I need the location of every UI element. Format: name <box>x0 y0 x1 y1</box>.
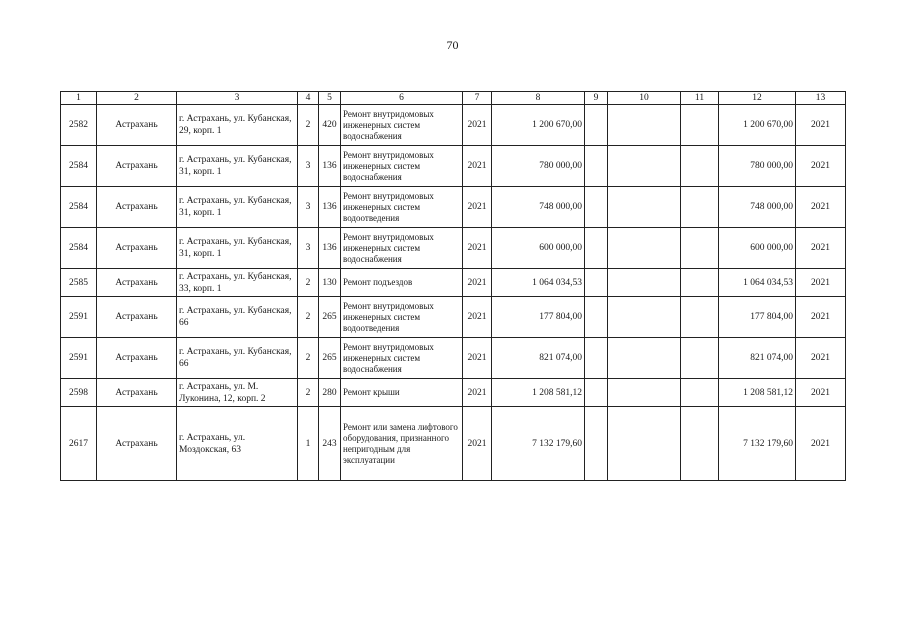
city-cell: Астрахань <box>97 187 177 228</box>
table-row <box>61 187 846 228</box>
work-type-cell: Ремонт внутридомовых инженерных систем водоотведения <box>341 297 463 338</box>
city-cell: Астрахань <box>97 407 177 481</box>
address-cell: г. Астрахань, ул. Кубанская, 29, корп. 1 <box>177 105 298 146</box>
table-row <box>61 228 846 269</box>
row-number: 2584 <box>61 146 97 187</box>
cost-cell: 1 208 581,12 <box>492 379 585 407</box>
year-cell: 2021 <box>463 146 492 187</box>
col4-cell: 3 <box>298 146 319 187</box>
year-cell: 2021 <box>463 379 492 407</box>
city-cell: Астрахань <box>97 228 177 269</box>
cost-cell: 1 200 670,00 <box>492 105 585 146</box>
cost-cell: 1 064 034,53 <box>492 269 585 297</box>
col10-cell <box>608 379 681 407</box>
col13-cell: 2021 <box>796 146 846 187</box>
address-cell: г. Астрахань, ул. Кубанская, 33, корп. 1 <box>177 269 298 297</box>
col11-cell <box>681 269 719 297</box>
total-cell: 1 064 034,53 <box>719 269 796 297</box>
address-cell: г. Астрахань, ул. Кубанская, 31, корп. 1 <box>177 187 298 228</box>
city-cell: Астрахань <box>97 297 177 338</box>
col5-cell: 243 <box>319 407 341 481</box>
col5-cell: 130 <box>319 269 341 297</box>
column-header-6: 6 <box>341 92 463 105</box>
col4-cell: 2 <box>298 269 319 297</box>
col13-cell: 2021 <box>796 297 846 338</box>
col5-cell: 420 <box>319 105 341 146</box>
column-header-7: 7 <box>463 92 492 105</box>
col13-cell: 2021 <box>796 187 846 228</box>
city-cell: Астрахань <box>97 338 177 379</box>
col10-cell <box>608 297 681 338</box>
column-header-8: 8 <box>492 92 585 105</box>
col11-cell <box>681 407 719 481</box>
column-header-11: 11 <box>681 92 719 105</box>
col5-cell: 265 <box>319 297 341 338</box>
col10-cell <box>608 338 681 379</box>
table-row <box>61 407 846 481</box>
col5-cell: 280 <box>319 379 341 407</box>
address-cell: г. Астрахань, ул. Кубанская, 66 <box>177 338 298 379</box>
table-row <box>61 297 846 338</box>
column-header-13: 13 <box>796 92 846 105</box>
col10-cell <box>608 228 681 269</box>
col11-cell <box>681 146 719 187</box>
col9-cell <box>585 269 608 297</box>
address-cell: г. Астрахань, ул. Кубанская, 66 <box>177 297 298 338</box>
work-type-cell: Ремонт внутридомовых инженерных систем водоснабжения <box>341 146 463 187</box>
work-type-cell: Ремонт внутридомовых инженерных систем водоснабжения <box>341 338 463 379</box>
col13-cell: 2021 <box>796 338 846 379</box>
year-cell: 2021 <box>463 407 492 481</box>
col11-cell <box>681 105 719 146</box>
row-number: 2591 <box>61 338 97 379</box>
col9-cell <box>585 146 608 187</box>
col5-cell: 136 <box>319 146 341 187</box>
row-number: 2584 <box>61 187 97 228</box>
total-cell: 821 074,00 <box>719 338 796 379</box>
col10-cell <box>608 269 681 297</box>
total-cell: 780 000,00 <box>719 146 796 187</box>
col9-cell <box>585 187 608 228</box>
col9-cell <box>585 228 608 269</box>
total-cell: 600 000,00 <box>719 228 796 269</box>
table-row <box>61 379 846 407</box>
row-number: 2585 <box>61 269 97 297</box>
cost-cell: 780 000,00 <box>492 146 585 187</box>
row-number: 2617 <box>61 407 97 481</box>
table-row <box>61 269 846 297</box>
city-cell: Астрахань <box>97 146 177 187</box>
city-cell: Астрахань <box>97 105 177 146</box>
row-number: 2584 <box>61 228 97 269</box>
col10-cell <box>608 105 681 146</box>
col4-cell: 3 <box>298 187 319 228</box>
col4-cell: 3 <box>298 228 319 269</box>
col10-cell <box>608 146 681 187</box>
col4-cell: 2 <box>298 338 319 379</box>
page-number: 70 <box>446 38 459 52</box>
total-cell: 748 000,00 <box>719 187 796 228</box>
total-cell: 7 132 179,60 <box>719 407 796 481</box>
col13-cell: 2021 <box>796 269 846 297</box>
year-cell: 2021 <box>463 269 492 297</box>
total-cell: 177 804,00 <box>719 297 796 338</box>
col11-cell <box>681 228 719 269</box>
address-cell: г. Астрахань, ул. М. Луконина, 12, корп. 2 <box>177 379 298 407</box>
work-type-cell: Ремонт или замена лифтового оборудования, признанного непригодным для эксплуатации <box>341 407 463 481</box>
column-header-5: 5 <box>319 92 341 105</box>
cost-cell: 600 000,00 <box>492 228 585 269</box>
work-type-cell: Ремонт подъездов <box>341 269 463 297</box>
table-body <box>61 105 846 481</box>
register-table <box>60 91 846 481</box>
work-type-cell: Ремонт внутридомовых инженерных систем водоснабжения <box>341 105 463 146</box>
cost-cell: 7 132 179,60 <box>492 407 585 481</box>
work-type-cell: Ремонт крыши <box>341 379 463 407</box>
col5-cell: 265 <box>319 338 341 379</box>
address-cell: г. Астрахань, ул. Моздокская, 63 <box>177 407 298 481</box>
column-header-4: 4 <box>298 92 319 105</box>
row-number: 2598 <box>61 379 97 407</box>
col13-cell: 2021 <box>796 379 846 407</box>
col13-cell: 2021 <box>796 407 846 481</box>
column-header-2: 2 <box>97 92 177 105</box>
year-cell: 2021 <box>463 105 492 146</box>
col9-cell <box>585 379 608 407</box>
col11-cell <box>681 187 719 228</box>
column-header-12: 12 <box>719 92 796 105</box>
cost-cell: 821 074,00 <box>492 338 585 379</box>
cost-cell: 748 000,00 <box>492 187 585 228</box>
col9-cell <box>585 407 608 481</box>
city-cell: Астрахань <box>97 379 177 407</box>
col13-cell: 2021 <box>796 228 846 269</box>
total-cell: 1 208 581,12 <box>719 379 796 407</box>
header-row <box>61 92 846 105</box>
column-header-10: 10 <box>608 92 681 105</box>
col10-cell <box>608 187 681 228</box>
col4-cell: 2 <box>298 379 319 407</box>
city-cell: Астрахань <box>97 269 177 297</box>
col9-cell <box>585 297 608 338</box>
work-type-cell: Ремонт внутридомовых инженерных систем водоснабжения <box>341 228 463 269</box>
col5-cell: 136 <box>319 228 341 269</box>
row-number: 2582 <box>61 105 97 146</box>
year-cell: 2021 <box>463 338 492 379</box>
work-type-cell: Ремонт внутридомовых инженерных систем водоотведения <box>341 187 463 228</box>
year-cell: 2021 <box>463 297 492 338</box>
col11-cell <box>681 379 719 407</box>
address-cell: г. Астрахань, ул. Кубанская, 31, корп. 1 <box>177 146 298 187</box>
col5-cell: 136 <box>319 187 341 228</box>
col4-cell: 2 <box>298 297 319 338</box>
col4-cell: 1 <box>298 407 319 481</box>
table-row <box>61 338 846 379</box>
col4-cell: 2 <box>298 105 319 146</box>
table-row <box>61 105 846 146</box>
col11-cell <box>681 338 719 379</box>
column-header-9: 9 <box>585 92 608 105</box>
column-header-3: 3 <box>177 92 298 105</box>
year-cell: 2021 <box>463 187 492 228</box>
col11-cell <box>681 297 719 338</box>
cost-cell: 177 804,00 <box>492 297 585 338</box>
total-cell: 1 200 670,00 <box>719 105 796 146</box>
row-number: 2591 <box>61 297 97 338</box>
table-row <box>61 146 846 187</box>
address-cell: г. Астрахань, ул. Кубанская, 31, корп. 1 <box>177 228 298 269</box>
col9-cell <box>585 338 608 379</box>
column-header-1: 1 <box>61 92 97 105</box>
col10-cell <box>608 407 681 481</box>
year-cell: 2021 <box>463 228 492 269</box>
col13-cell: 2021 <box>796 105 846 146</box>
col9-cell <box>585 105 608 146</box>
